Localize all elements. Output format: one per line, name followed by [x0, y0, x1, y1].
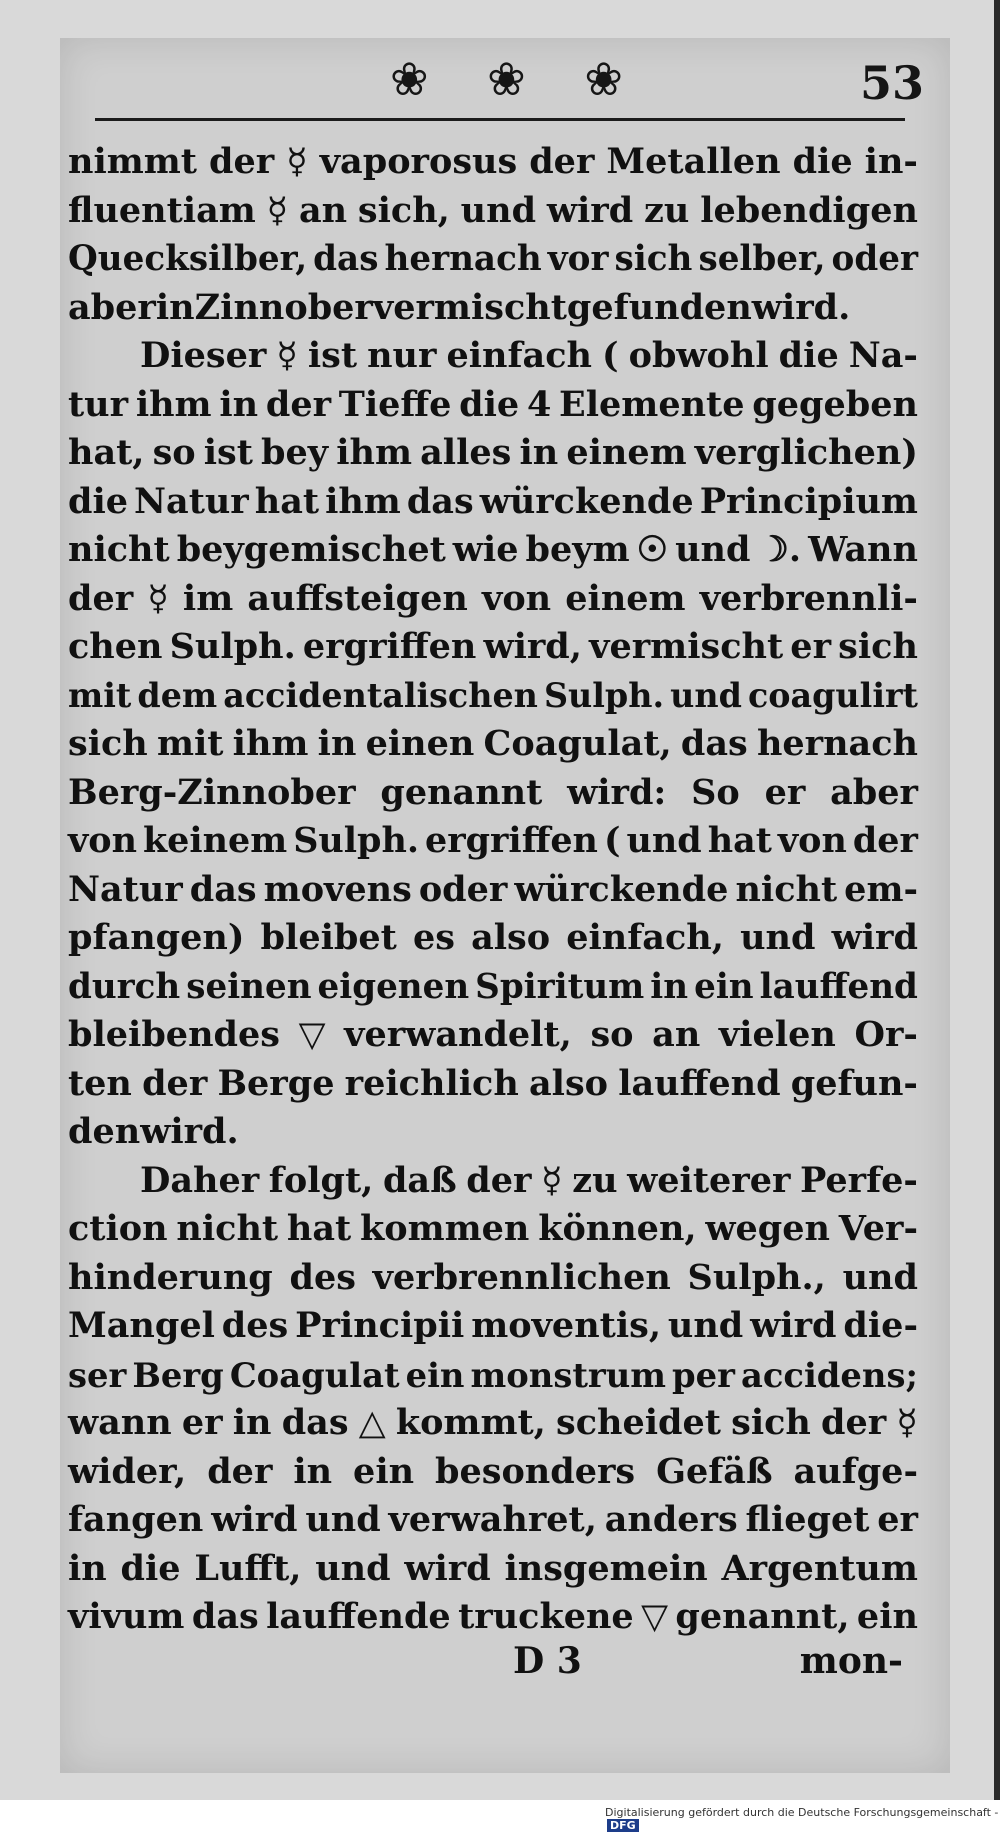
- text-line: ction nicht hat kommen können, wegen Ver-: [68, 1208, 918, 1249]
- text-line: in die Lufft, und wird insgemein Argentum: [68, 1547, 918, 1589]
- text-line: Dieser ☿ ist nur einfach ( obwohl die Na-: [140, 335, 918, 376]
- text-line: wann er in das △ kommt, scheidet sich der ☿: [68, 1402, 918, 1443]
- dfg-logo: DFG: [607, 1819, 639, 1832]
- text-line: fluentiam ☿ an sich, und wird zu lebendigen: [68, 189, 918, 231]
- text-line: nicht beygemischet wie beym ☉ und ☽. Wann: [68, 529, 918, 570]
- text-line: nimmt der ☿ vaporosus der Metallen die in-: [68, 141, 918, 182]
- text-line: von keinem Sulph. ergriffen ( und hat von der: [68, 820, 918, 861]
- text-line: aber in Zinnober vermischt gefunden wird.: [68, 286, 851, 328]
- text-line: hinderung des verbrennlichen Sulph., und: [68, 1256, 918, 1298]
- text-line: chen Sulph. ergriffen wird, vermischt er sich: [68, 626, 918, 667]
- text-line: den wird.: [68, 1111, 239, 1152]
- header-rule: [95, 118, 905, 121]
- text-line: Quecksilber, das hernach vor sich selber, oder: [68, 239, 918, 279]
- text-line: pfangen) bleibet es also einfach, und wird: [68, 917, 918, 958]
- footer-text: Digitalisierung gefördert durch die Deutsche Forschungsgemeinschaft -: [605, 1806, 999, 1819]
- signature-mark: D 3: [513, 1640, 582, 1682]
- text-line: die Natur hat ihm das würckende Principium: [68, 480, 918, 522]
- text-line: mit dem accidentalischen Sulph. und coagulirt: [68, 675, 918, 715]
- text-line: ten der Berge reichlich also lauffend gefun-: [68, 1062, 918, 1104]
- text-line: bleibendes ▽ verwandelt, so an vielen Or-: [68, 1014, 918, 1055]
- text-line: ser Berg Coagulat ein monstrum per accidens;: [68, 1354, 918, 1395]
- text-line: Daher folgt, daß der ☿ zu weiterer Perfe-: [140, 1159, 918, 1201]
- text-line: der ☿ im auffsteigen von einem verbrennli-: [68, 577, 918, 619]
- text-line: hat, so ist bey ihm alles in einem verglichen): [68, 432, 918, 473]
- text-line: wider, der in ein besonders Gefäß aufge-: [68, 1450, 918, 1492]
- text-line: Natur das movens oder würckende nicht em-: [68, 868, 918, 910]
- catchword: mon-: [799, 1640, 903, 1682]
- text-line: sich mit ihm in einen Coagulat, das hernach: [68, 723, 918, 764]
- text-line: Berg-Zinnober genannt wird: So er aber: [68, 771, 918, 813]
- text-line: Mangel des Principii moventis, und wird die-: [68, 1305, 918, 1346]
- text-line: durch seinen eigenen Spiritum in ein lauffend: [68, 966, 918, 1007]
- text-line: tur ihm in der Tieffe die 4 Elemente gegeben: [68, 383, 918, 425]
- text-line: vivum das lauffende truckene ▽ genannt, ein: [68, 1596, 918, 1637]
- body-text: [68, 138, 918, 1642]
- page-number: 53: [860, 56, 925, 110]
- header-ornaments: ❀ ❀ ❀: [390, 52, 645, 106]
- text-line: fangen wird und verwahret, anders flieget er: [68, 1499, 918, 1540]
- digitization-footer: [605, 1806, 1000, 1832]
